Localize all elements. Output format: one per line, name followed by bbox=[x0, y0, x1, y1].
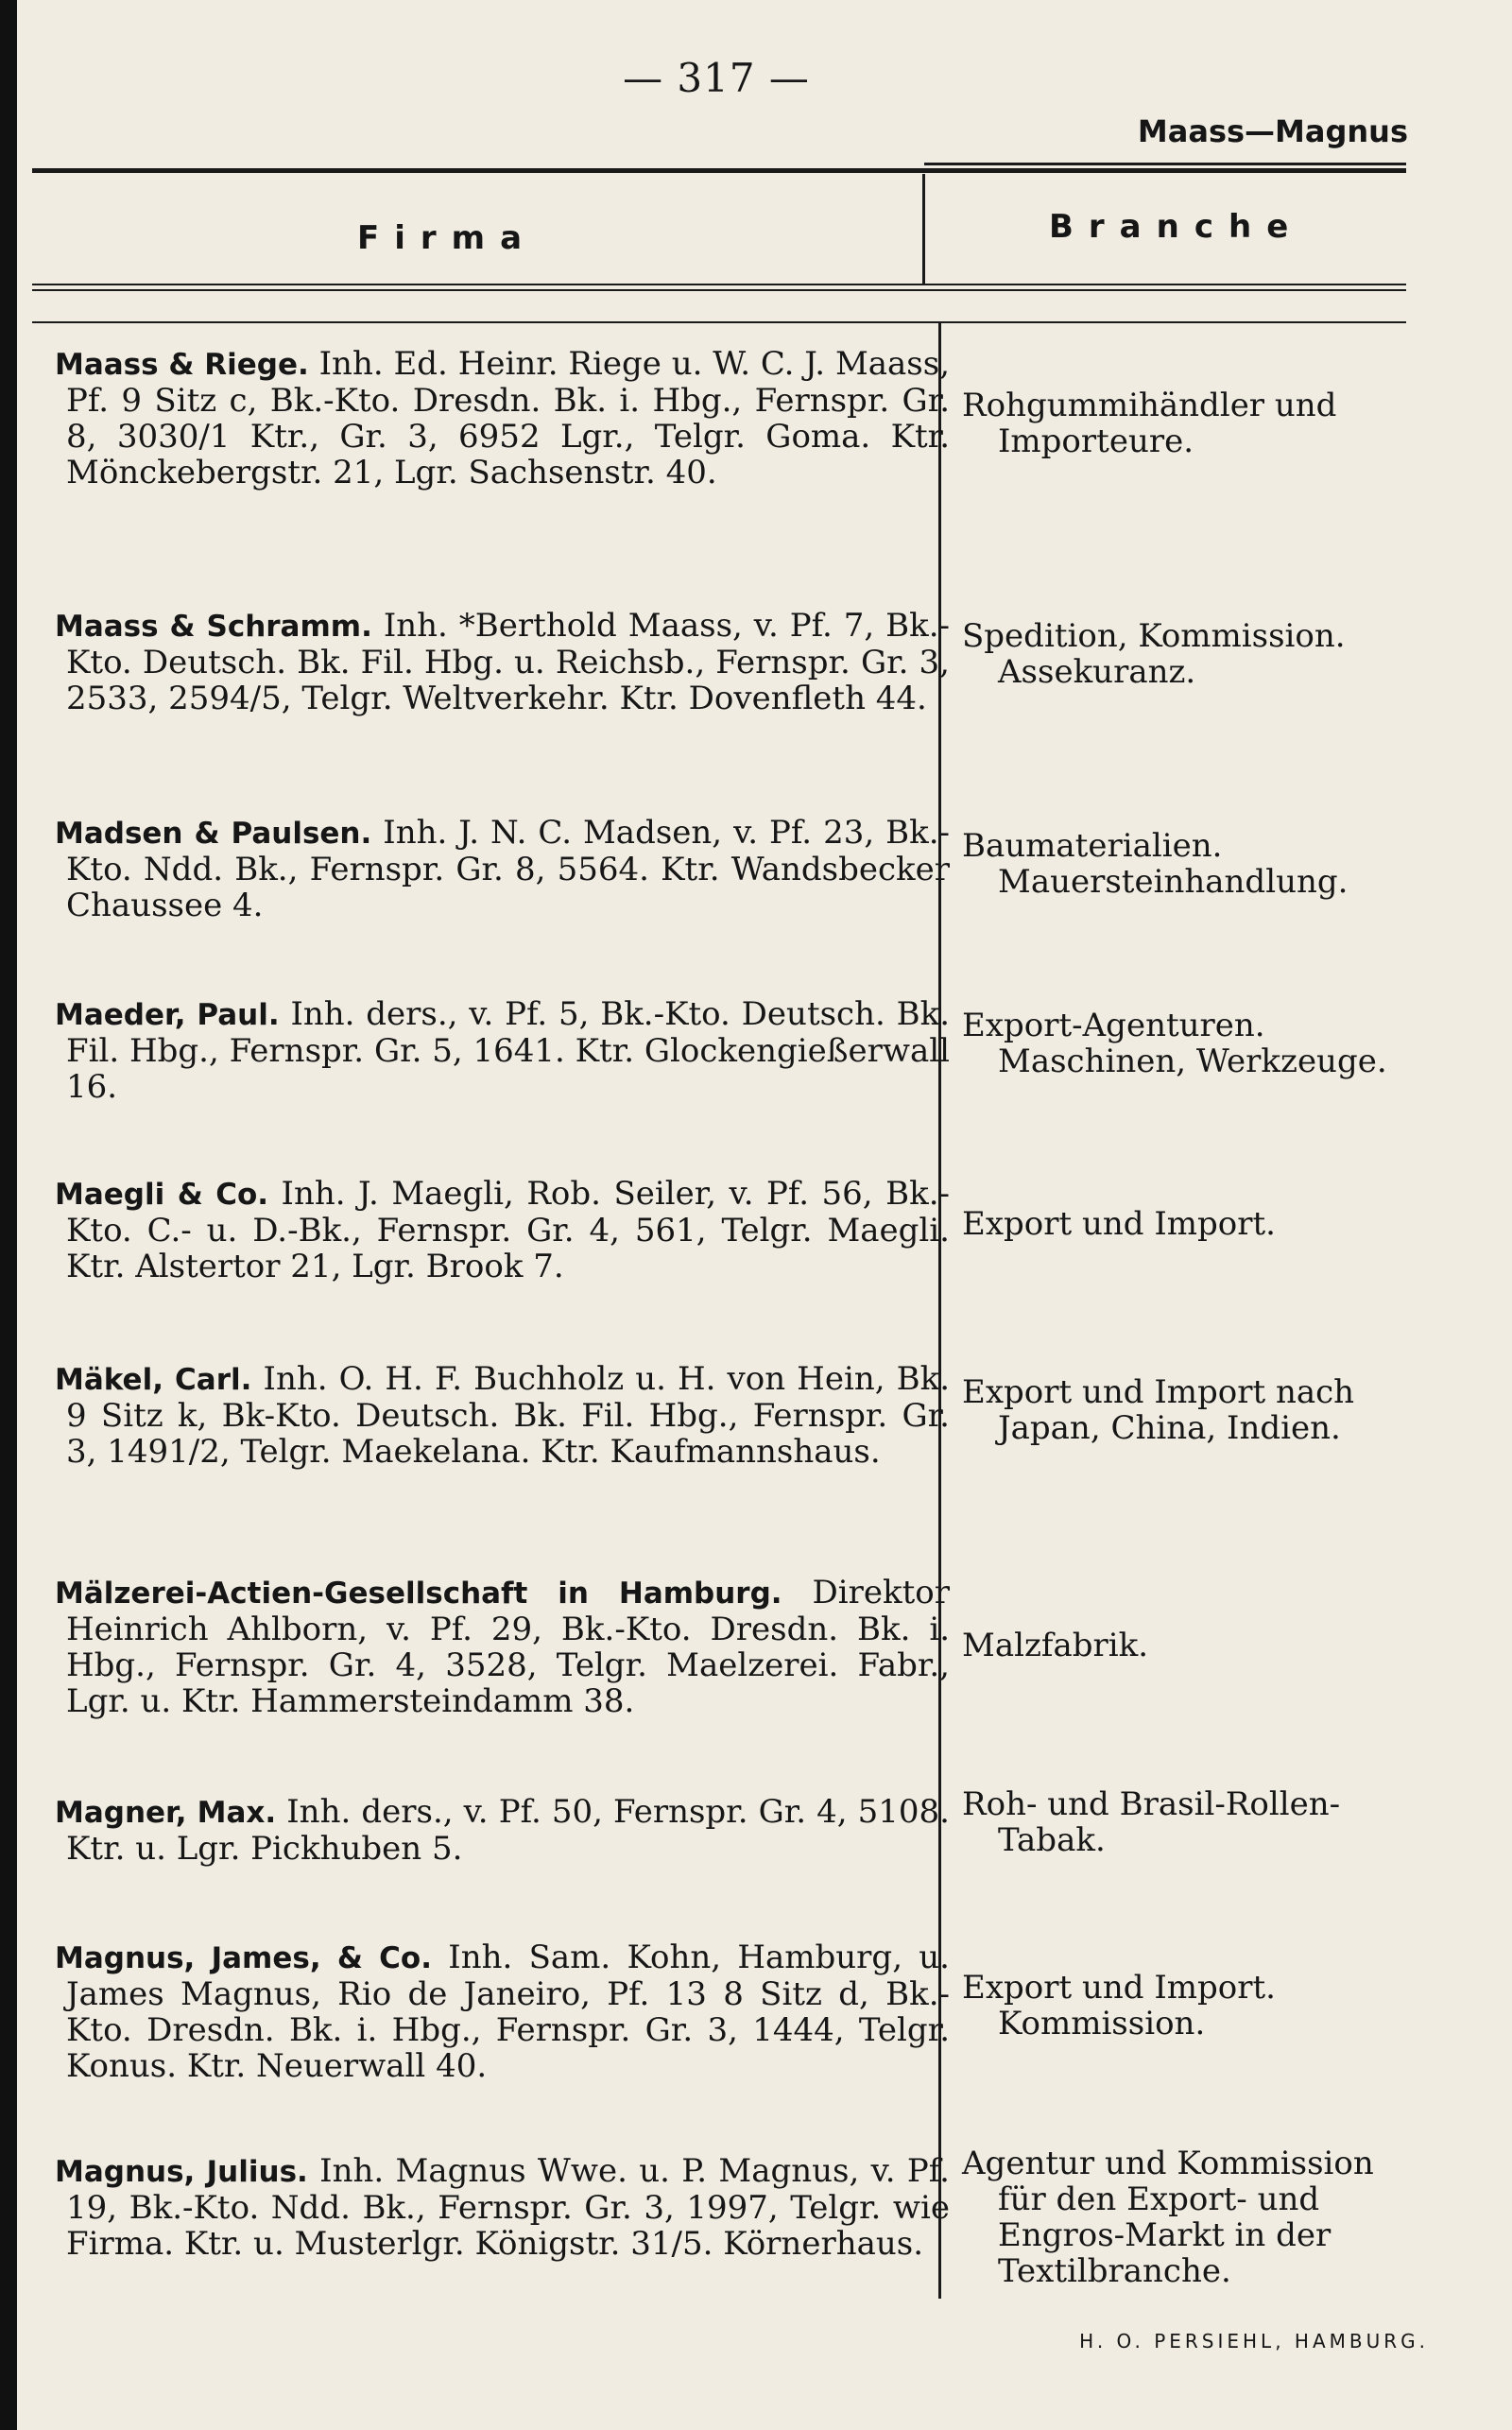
branche-line: Kommission. bbox=[998, 2005, 1206, 2042]
branche-line: Mauersteinhandlung. bbox=[998, 863, 1349, 901]
header-rule-bottom-3 bbox=[32, 321, 1406, 323]
directory-entry bbox=[55, 2152, 950, 2263]
column-header-firma: Firma bbox=[357, 219, 538, 257]
branche-line: Rohgummihändler und bbox=[962, 387, 1337, 424]
column-separator-header bbox=[922, 174, 925, 285]
directory-entry bbox=[55, 1175, 950, 1285]
firm-name: Mälzerei-Actien-Gesellschaft in Hamburg. bbox=[55, 1577, 782, 1611]
directory-entry bbox=[55, 1939, 950, 2085]
directory-entry bbox=[55, 345, 950, 491]
branche-entry bbox=[962, 1374, 1453, 1446]
branche-entry bbox=[962, 2146, 1453, 2289]
branche-line: Roh- und Brasil-Rollen- bbox=[962, 1785, 1341, 1823]
directory-entry bbox=[55, 1793, 950, 1868]
firm-details: Inh. Ed. Heinr. Riege u. W. C. J. Maass, Pf. 9 Sitz c, Bk.-Kto. Dresdn. Bk. i. Hbg., Fernspr. Gr. 8, 3030/1 Ktr., Gr. 3, 6952 Lgr., Telgr. Goma. Ktr. Mönckebergstr. 21, Lgr. Sachsenstr. 40. bbox=[66, 345, 950, 491]
firm-details: Inh. ders., v. Pf. 5, Bk.-Kto. Deutsch. Bk. Fil. Hbg., Fernspr. Gr. 5, 1641. Ktr. Glockengießerwall 16. bbox=[66, 995, 951, 1106]
firm-details: Inh. Sam. Kohn, Hamburg, u. James Magnus, Rio de Janeiro, Pf. 13 8 Sitz d, Bk.-Kto. Dresdn. Bk. i. Hbg., Fernspr. Gr. 3, 1444, Telgr. Konus. Ktr. Neuerwall 40. bbox=[66, 1939, 950, 2085]
running-head: Maass—Magnus bbox=[1137, 113, 1408, 149]
branche-line: Japan, China, Indien. bbox=[998, 1409, 1341, 1447]
branche-line: Export und Import. bbox=[962, 1205, 1276, 1243]
firm-details: Inh. *Berthold Maass, v. Pf. 7, Bk.-Kto. Deutsch. Bk. Fil. Hbg. u. Reichsb., Fernspr. Gr. 3, 2533, 2594/5, Telgr. Weltverkehr. Ktr. Dovenfleth 44. bbox=[66, 607, 950, 717]
directory-page bbox=[17, 0, 1512, 2430]
branche-entry bbox=[962, 1786, 1453, 1858]
column-header-branche: Branche bbox=[1049, 208, 1304, 246]
branche-line: Export und Import nach bbox=[962, 1373, 1355, 1411]
firm-name: Magnus, James, & Co. bbox=[55, 1941, 432, 1975]
firm-details: Inh. O. H. F. Buchholz u. H. von Hein, Bk. 9 Sitz k, Bk-Kto. Deutsch. Bk. Fil. Hbg., Fernspr. Gr. 3, 1491/2, Telgr. Maekelana. Ktr. Kaufmannshaus. bbox=[66, 1360, 951, 1471]
branche-entry bbox=[962, 618, 1453, 690]
firm-name: Maeder, Paul. bbox=[55, 998, 280, 1032]
branche-line: Agentur und Kommission bbox=[962, 2145, 1374, 2182]
branche-entry bbox=[962, 1206, 1453, 1242]
firm-name: Maass & Schramm. bbox=[55, 610, 372, 644]
header-rule-thin bbox=[924, 163, 1406, 165]
branche-line: Malzfabrik. bbox=[962, 1627, 1149, 1664]
branche-line: Spedition, Kommission. bbox=[962, 617, 1346, 655]
branche-line: Engros-Markt in der bbox=[998, 2216, 1332, 2254]
directory-entry bbox=[55, 607, 950, 717]
firm-name: Magnus, Julius. bbox=[55, 2155, 308, 2189]
branche-entry bbox=[962, 1008, 1453, 1079]
firm-name: Madsen & Paulsen. bbox=[55, 817, 372, 851]
header-rule-bottom-2 bbox=[32, 289, 1406, 291]
firm-name: Maegli & Co. bbox=[55, 1178, 269, 1212]
firm-details: Direktor Heinrich Ahlborn, v. Pf. 29, Bk.-Kto. Dresdn. Bk. i. Hbg., Fernspr. Gr. 4, 3528, Telgr. Maelzerei. Fabr., Lgr. u. Ktr. Hammersteindamm 38. bbox=[66, 1574, 950, 1720]
printer-imprint: H. O. PERSIEHL, HAMBURG. bbox=[1079, 2330, 1429, 2352]
firm-name: Mäkel, Carl. bbox=[55, 1363, 252, 1397]
branche-entry bbox=[962, 388, 1453, 459]
directory-entry bbox=[55, 995, 951, 1106]
directory-entry bbox=[55, 1360, 951, 1471]
branche-entry bbox=[962, 1970, 1453, 2042]
branche-line: Export und Import. bbox=[962, 1969, 1276, 2007]
firm-name: Maass & Riege. bbox=[55, 348, 309, 382]
branche-line: Maschinen, Werkzeuge. bbox=[998, 1043, 1387, 1080]
directory-entry bbox=[55, 1574, 950, 1720]
header-rule-top bbox=[32, 168, 1406, 173]
branche-line: Baumaterialien. bbox=[962, 827, 1223, 865]
branche-line: Export-Agenturen. bbox=[962, 1007, 1265, 1044]
branche-entry bbox=[962, 1628, 1453, 1663]
firm-details: Inh. ders., v. Pf. 50, Fernspr. Gr. 4, 5108. Ktr. u. Lgr. Pickhuben 5. bbox=[66, 1793, 950, 1868]
directory-entry bbox=[55, 814, 950, 924]
scan-edge bbox=[0, 0, 17, 2430]
firm-details: Inh. Magnus Wwe. u. P. Magnus, v. Pf. 19, Bk.-Kto. Ndd. Bk., Fernspr. Gr. 3, 1997, Telgr. wie Firma. Ktr. u. Musterlgr. Königstr. 31/5. Körnerhaus. bbox=[66, 2152, 950, 2263]
branche-line: für den Export- und bbox=[998, 2180, 1320, 2218]
branche-line: Importeure. bbox=[998, 422, 1194, 460]
branche-line: Textilbranche. bbox=[998, 2252, 1231, 2290]
branche-line: Assekuranz. bbox=[998, 653, 1196, 691]
firm-name: Magner, Max. bbox=[55, 1796, 277, 1830]
branche-entry bbox=[962, 828, 1453, 900]
firm-details: Inh. J. N. C. Madsen, v. Pf. 23, Bk.-Kto. Ndd. Bk., Fernspr. Gr. 8, 5564. Ktr. Wandsbecker Chaussee 4. bbox=[66, 814, 950, 924]
firm-details: Inh. J. Maegli, Rob. Seiler, v. Pf. 56, Bk.-Kto. C.- u. D.-Bk., Fernspr. Gr. 4, 561, Telgr. Maegli. Ktr. Alstertor 21, Lgr. Brook 7. bbox=[66, 1175, 950, 1285]
header-rule-bottom-1 bbox=[32, 284, 1406, 285]
branche-line: Tabak. bbox=[998, 1821, 1106, 1859]
page-number: — 317 — bbox=[623, 55, 810, 101]
